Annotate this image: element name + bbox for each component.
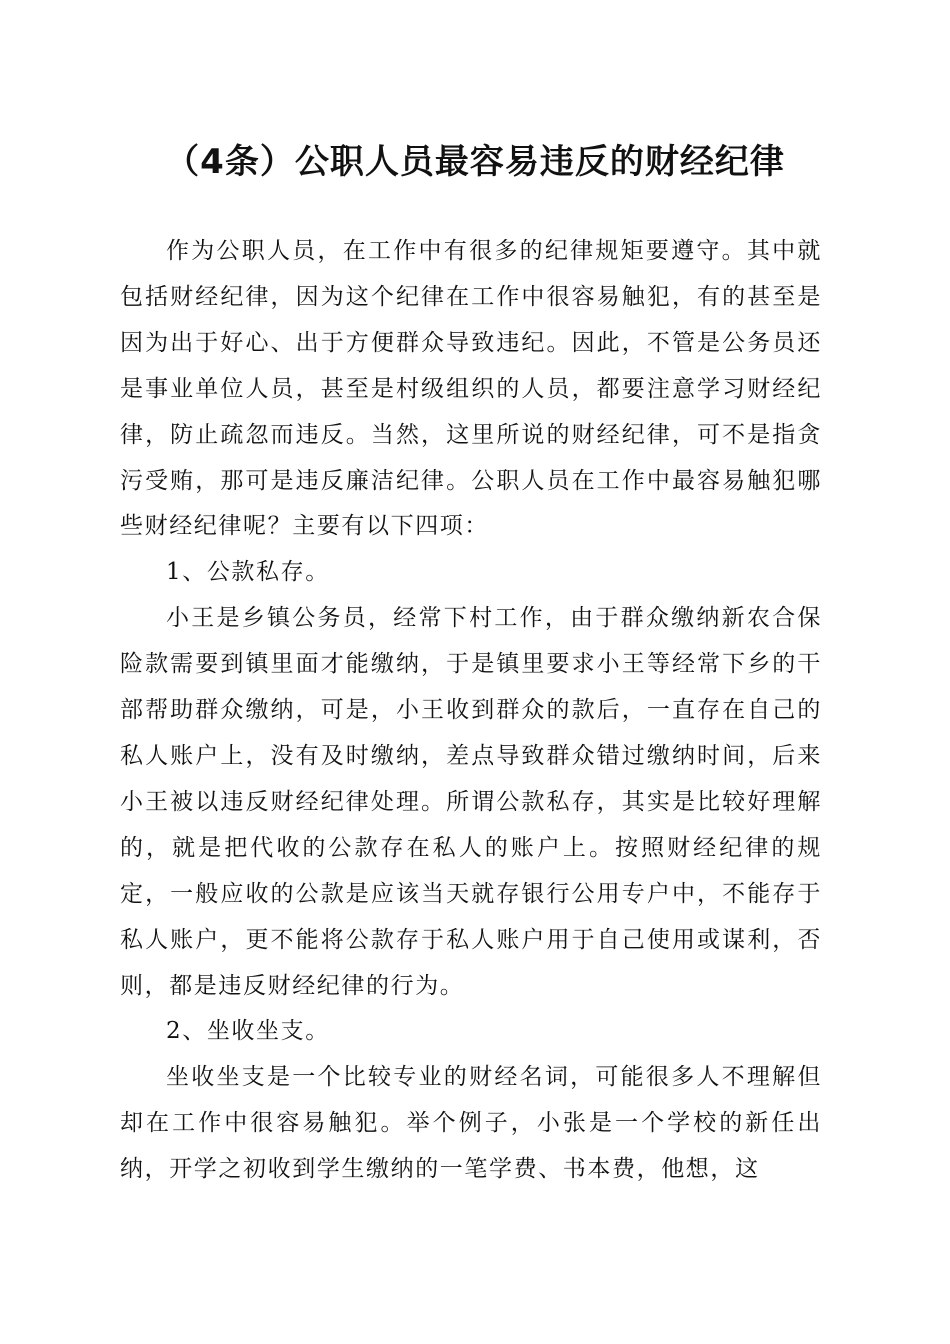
- section-paragraph-1: 小王是乡镇公务员，经常下村工作，由于群众缴纳新农合保险款需要到镇里面才能缴纳，于是镇里要求小王等经常下乡的干部帮助群众缴纳，可是，小王收到群众的款后，一直存在自己的私人账户上，没有及时缴纳，差点导致群众错过缴纳时间，后来小王被以违反财经纪律处理。所谓公款私存，其实是比较好理解的，就是把代收的公款存在私人的账户上。按照财经纪律的规定，一般应收的公款是应该当天就存银行公用专户中，不能存于私人账户，更不能将公款存于私人账户用于自己使用或谋利，否则，都是违反财经纪律的行为。: [120, 605, 822, 999]
- document-body: [120, 229, 822, 1193]
- section-paragraph-2: 坐收坐支是一个比较专业的财经名词，可能很多人不理解但却在工作中很容易触犯。举个例子，小张是一个学校的新任出纳，开学之初收到学生缴纳的一笔学费、书本费，他想，这: [120, 1064, 822, 1183]
- document-title: （4条）公职人员最容易违反的财经纪律: [165, 142, 785, 182]
- section-heading-1: 1、公款私存。: [166, 559, 330, 586]
- section-heading-2: 2、坐收坐支。: [166, 1018, 330, 1045]
- intro-paragraph: 作为公职人员，在工作中有很多的纪律规矩要遵守。其中就包括财经纪律，因为这个纪律在工作中很容易触犯，有的甚至是因为出于好心、出于方便群众导致违纪。因此，不管是公务员还是事业单位人员，甚至是村级组织的人员，都要注意学习财经纪律，防止疏忽而违反。当然，这里所说的财经纪律，可不是指贪污受贿，那可是违反廉洁纪律。公职人员在工作中最容易触犯哪些财经纪律呢？主要有以下四项：: [120, 238, 822, 540]
